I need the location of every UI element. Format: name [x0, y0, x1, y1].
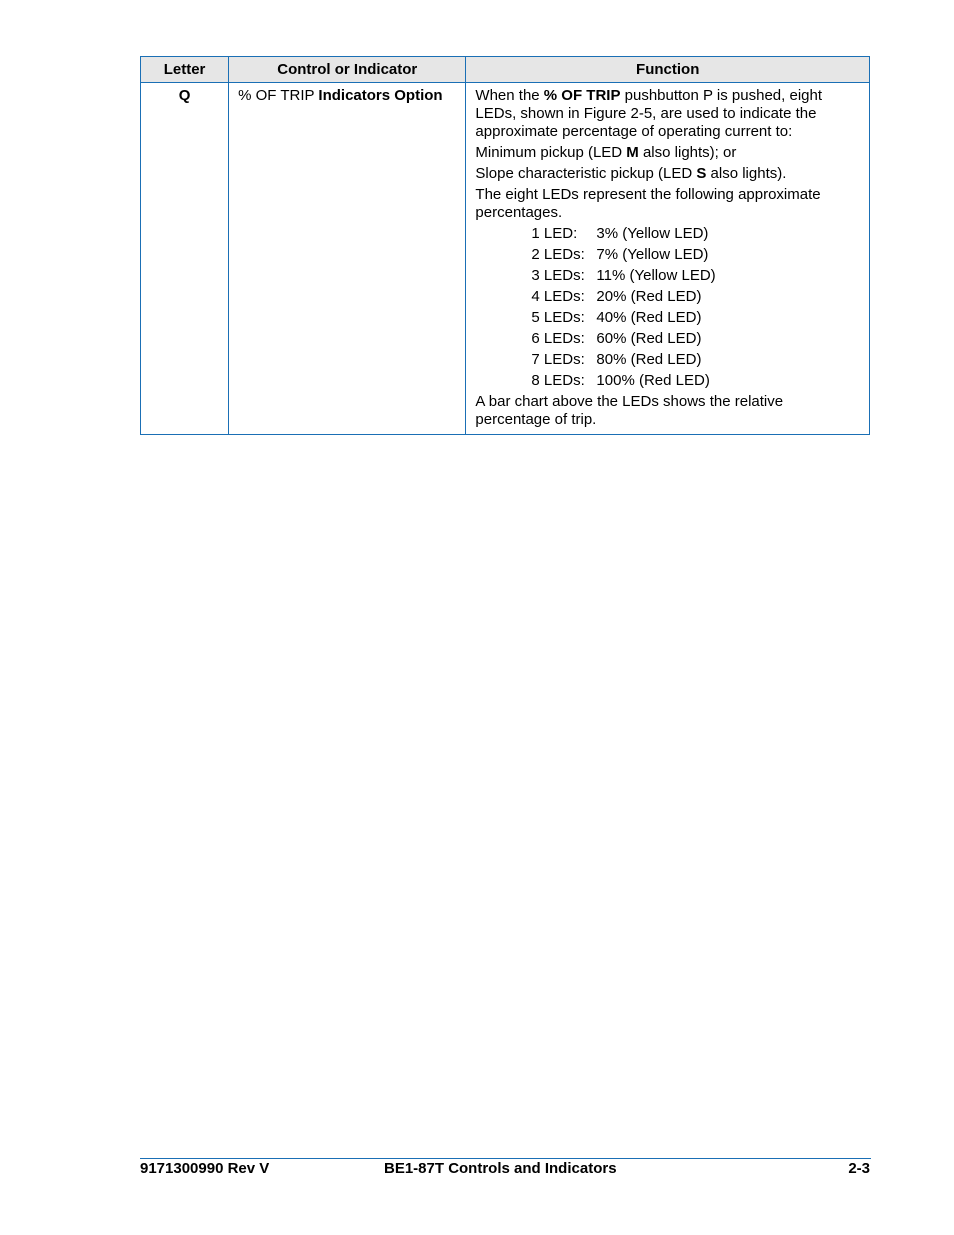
- control-name: % OF TRIP: [238, 87, 319, 104]
- led-count: 4 LEDs:: [531, 288, 585, 305]
- led-count: 8 LEDs:: [531, 372, 585, 389]
- led-percentage: 40% (Red LED): [596, 309, 702, 326]
- slope-pickup-text-end: also lights).: [706, 165, 787, 182]
- list-item: [475, 351, 860, 369]
- page-footer: [140, 1160, 870, 1178]
- led-count: 5 LEDs:: [531, 309, 585, 326]
- list-item: [475, 246, 860, 264]
- intro-text-start: When the: [475, 87, 544, 104]
- footer-divider: [140, 1158, 871, 1159]
- header-function: Function: [466, 57, 870, 83]
- control-name-bold: Indicators Option: [318, 87, 443, 104]
- function-paragraph-minimum-pickup: [475, 144, 860, 162]
- led-percentage: 80% (Red LED): [596, 351, 702, 368]
- led-percentage: 11% (Yellow LED): [596, 267, 716, 284]
- function-paragraph-slope-pickup: [475, 165, 860, 183]
- led-percentage: 7% (Yellow LED): [596, 246, 709, 263]
- led-percentage: 3% (Yellow LED): [596, 225, 709, 242]
- function-paragraph-intro: [475, 87, 860, 141]
- slope-pickup-led-letter: S: [696, 165, 707, 182]
- minimum-pickup-text-end: also lights); or: [638, 144, 737, 161]
- footer-document-number: 9171300990 Rev V: [140, 1160, 270, 1177]
- function-paragraph-led-percentages-intro: The eight LEDs represent the following approximate percentages.: [475, 186, 821, 221]
- led-count: 2 LEDs:: [531, 246, 585, 263]
- minimum-pickup-text-start: Minimum pickup (LED: [475, 144, 627, 161]
- list-item: [475, 288, 860, 306]
- led-percentage: 60% (Red LED): [596, 330, 702, 347]
- function-paragraph-bar-chart: A bar chart above the LEDs shows the relative percentage of trip.: [475, 393, 784, 428]
- intro-text-bold: % OF TRIP: [543, 87, 621, 104]
- footer-page-number: 2-3: [848, 1160, 870, 1177]
- table-header-row: [141, 57, 870, 83]
- controls-table: [140, 56, 870, 435]
- led-count: 3 LEDs:: [531, 267, 585, 284]
- led-count: 1 LED:: [531, 225, 578, 242]
- header-letter: Letter: [141, 57, 229, 83]
- list-item: [475, 372, 860, 390]
- led-percentage-list: [475, 225, 860, 390]
- cell-control: [229, 83, 466, 435]
- led-percentage: 100% (Red LED): [596, 372, 710, 389]
- intro-text-end: pushbutton P is pushed, eight LEDs, shown in Figure 2-5, are used to indicate the approximate percentage of operating current to:: [475, 87, 823, 140]
- led-percentage: 20% (Red LED): [596, 288, 702, 305]
- list-item: [475, 267, 860, 285]
- led-count: 7 LEDs:: [531, 351, 585, 368]
- list-item: [475, 225, 860, 243]
- table-row: [141, 83, 870, 435]
- led-count: 6 LEDs:: [531, 330, 585, 347]
- cell-function: [466, 83, 870, 435]
- minimum-pickup-led-letter: M: [626, 144, 639, 161]
- slope-pickup-text-start: Slope characteristic pickup (LED: [475, 165, 697, 182]
- list-item: [475, 309, 860, 327]
- footer-title: BE1-87T Controls and Indicators: [384, 1160, 617, 1177]
- table-header: [141, 57, 870, 83]
- cell-letter: Q: [141, 83, 229, 435]
- list-item: [475, 330, 860, 348]
- header-control-or-indicator: Control or Indicator: [229, 57, 466, 83]
